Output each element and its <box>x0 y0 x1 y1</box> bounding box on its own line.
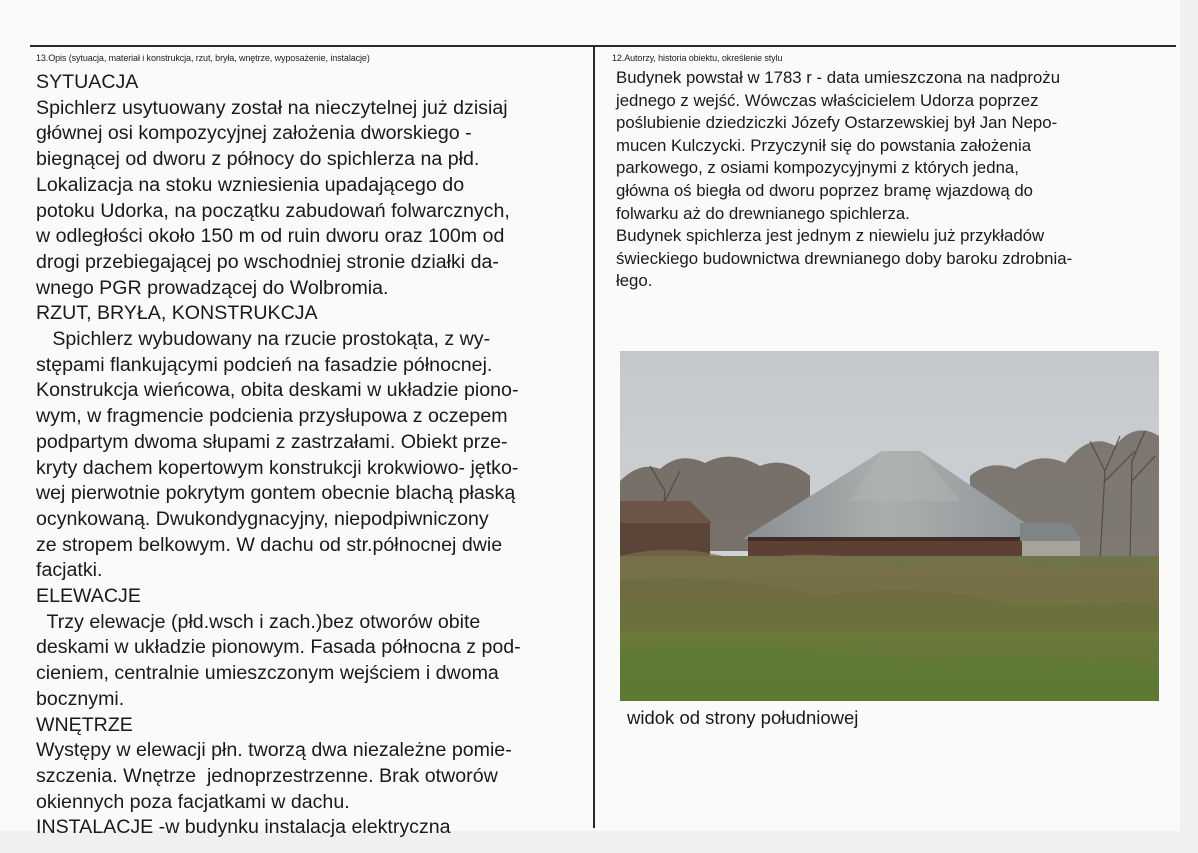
description-line: bocznymi. <box>36 687 125 710</box>
column-divider <box>593 47 595 828</box>
history-line: główna oś biegła od dworu poprzez bramę wjazdową do <box>616 180 1033 200</box>
history-header: 12.Autorzy, historia obiektu, określenie stylu <box>612 53 783 63</box>
history-line: Budynek spichlerza jest jednym z niewielu już przykładów <box>616 226 1045 246</box>
description-line: RZUT, BRYŁA, KONSTRUKCJA <box>36 302 318 325</box>
description-line: ocynkowaną. Dwukondygnacyjny, niepodpiwniczony <box>36 507 489 530</box>
description-line: wej pierwotnie pokrytym gontem obecnie blachą płaską <box>36 482 516 505</box>
description-line: szczenia. Wnętrze jednoprzestrzenne. Brak otworów <box>36 764 498 787</box>
description-line: kryty dachem kopertowym konstrukcji krokwiowo- jętko- <box>36 456 519 479</box>
description-text <box>36 70 592 841</box>
description-line: wnego PGR prowadzącej do Wolbromia. <box>36 276 389 299</box>
description-line: deskami w układzie pionowym. Fasada północna z pod- <box>36 636 521 659</box>
history-line: parkowego, z osiami kompozycyjnymi z których jedna, <box>616 158 1019 178</box>
history-line: łego. <box>616 271 653 291</box>
description-column <box>36 52 592 841</box>
history-text <box>612 67 1160 293</box>
description-line: Konstrukcja wieńcowa, obita deskami w układzie piono- <box>36 379 519 402</box>
description-line: Spichlerz usytuowany został na nieczytelnej już dzisiaj <box>36 96 508 119</box>
history-column <box>612 52 1160 293</box>
description-line: okiennych poza facjatkami w dachu. <box>36 790 350 813</box>
history-line: mucen Kulczycki. Przyczynił się do powstania założenia <box>616 135 1032 155</box>
granary-photo <box>620 351 1159 701</box>
page-edge-right <box>1180 0 1198 853</box>
description-line: potoku Udorka, na początku zabudowań folwarcznych, <box>36 199 510 222</box>
description-line: Spichlerz wybudowany na rzucie prostokąta, z wy- <box>36 328 491 351</box>
description-line: INSTALACJE -w budynku instalacja elektryczna <box>36 816 451 839</box>
photo-caption: widok od strony południowej <box>627 707 859 728</box>
history-line: Budynek powstał w 1783 r - data umieszczona na nadprożu <box>616 68 1061 87</box>
description-line: drogi przebiegającej po wschodniej stronie działki da- <box>36 250 499 273</box>
description-line: Trzy elewacje (płd.wsch i zach.)bez otworów obite <box>36 610 481 633</box>
description-line: ze stropem belkowym. W dachu od str.północnej dwie <box>36 533 503 556</box>
description-line: facjatki. <box>36 559 103 582</box>
description-line: ELEWACJE <box>36 585 141 608</box>
description-line: cieniem, centralnie umieszczonym wejściem i dwoma <box>36 662 499 685</box>
description-line: SYTUACJA <box>36 71 139 93</box>
description-line: WNĘTRZE <box>36 713 133 736</box>
history-line: poślubienie dziedziczki Józefy Ostarzewskiej był Jan Nepo- <box>616 113 1058 133</box>
history-line: jednego z wejść. Wówczas właścicielem Udorza poprzez <box>616 90 1039 110</box>
description-line: w odległości około 150 m od ruin dworu oraz 100m od <box>36 225 505 248</box>
top-divider <box>30 45 1176 47</box>
history-line: folwarku aż do drewnianego spichlerza. <box>616 203 910 223</box>
description-line: podpartym dwoma słupami z zastrzałami. Obiekt prze- <box>36 430 508 453</box>
description-header: 13.Opis (sytuacja, materiał i konstrukcja, rzut, bryła, wnętrze, wyposażenie, instalacje) <box>36 53 370 63</box>
description-line: głównej osi kompozycyjnej założenia dworskiego - <box>36 122 472 145</box>
description-line: Lokalizacja na stoku wzniesienia upadającego do <box>36 173 465 196</box>
description-line: Występy w elewacji płn. tworzą dwa niezależne pomie- <box>36 739 512 762</box>
description-line: wym, w fragmencie podcienia przysłupowa z oczepem <box>36 405 508 428</box>
history-line: świeckiego budownictwa drewnianego doby baroku zdrobnia- <box>616 248 1073 268</box>
description-line: biegnącej od dworu z północy do spichlerza na płd. <box>36 148 480 171</box>
description-line: stępami flankującymi podcień na fasadzie północnej. <box>36 353 493 376</box>
